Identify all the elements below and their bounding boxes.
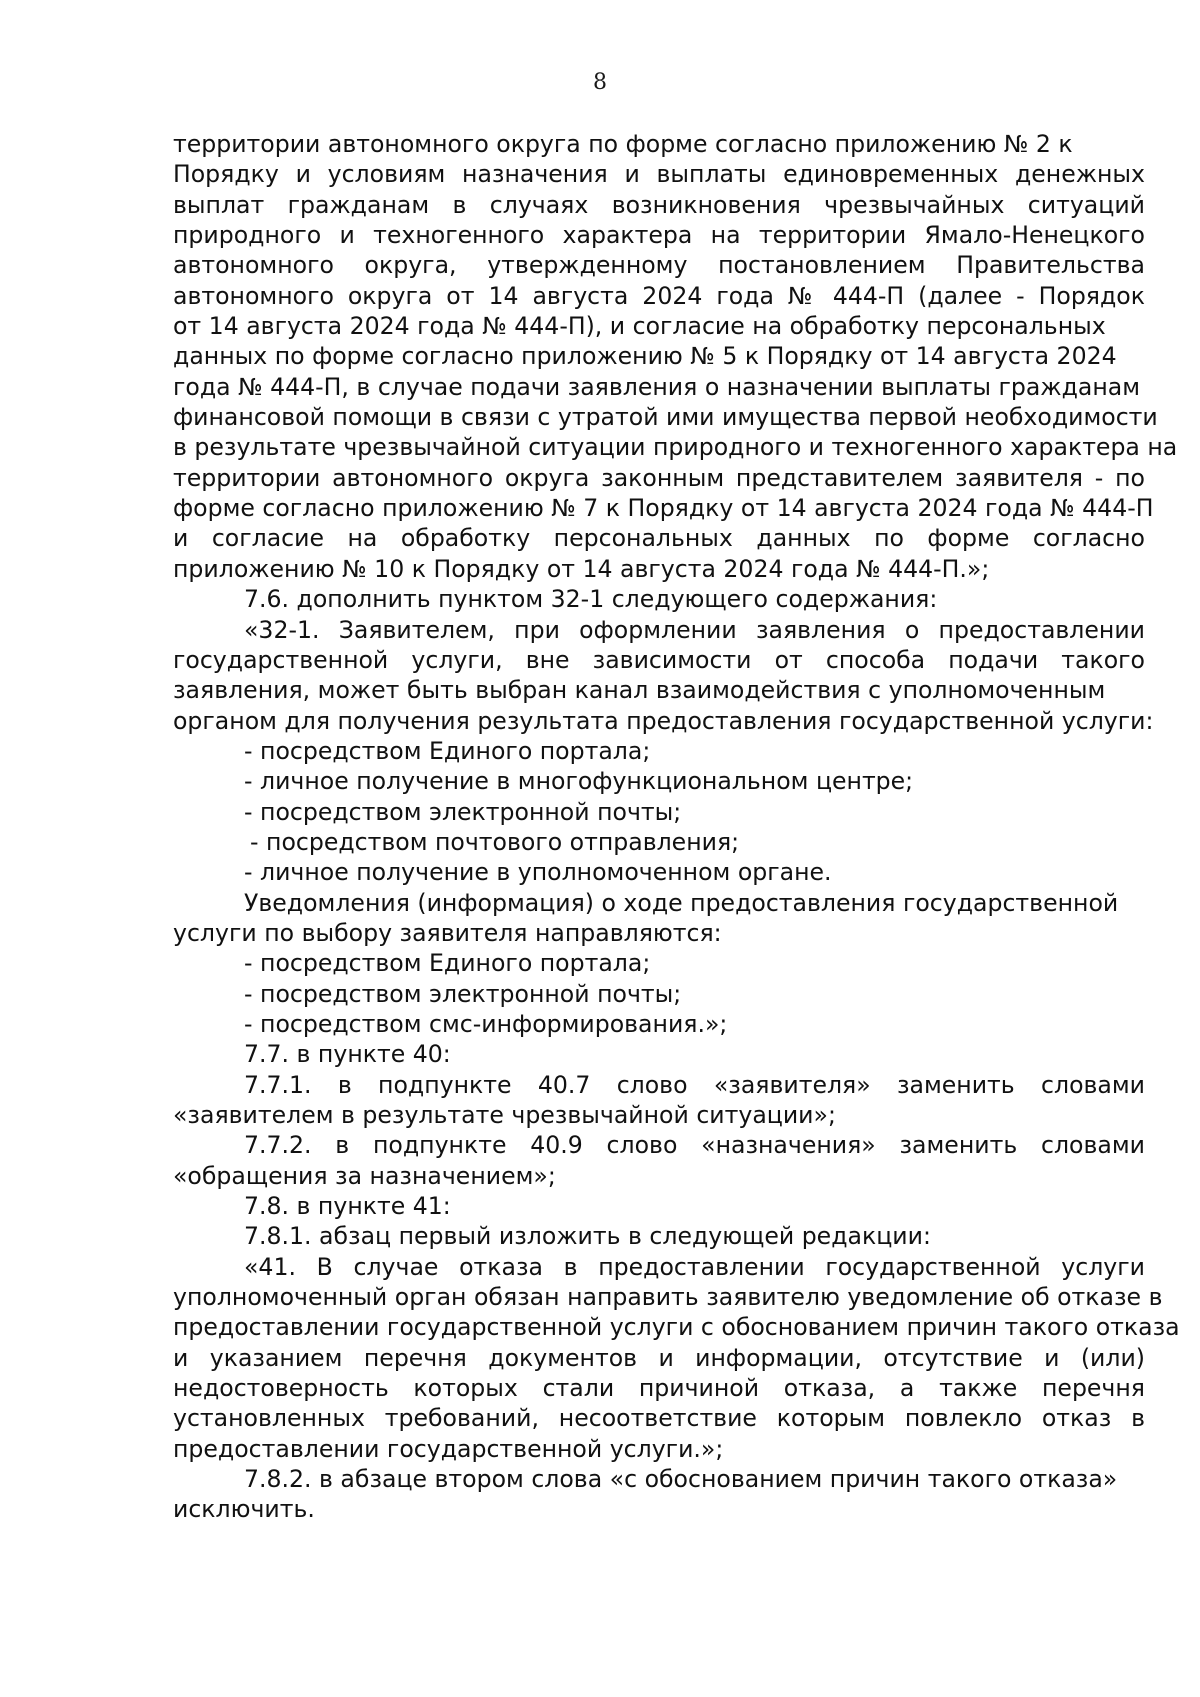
text-line: - посредством Единого портала; <box>244 736 651 765</box>
text-line: - посредством электронной почты; <box>244 979 682 1008</box>
text-line: от 14 августа 2024 года № 444-П), и согласие на обработку персональных <box>173 312 1106 341</box>
text-line: финансовой помощи в связи с утратой ими имущества первой необходимости <box>173 403 1158 432</box>
text-line: услуги по выбору заявителя направляются: <box>173 918 722 947</box>
text-line: государственной услуги, вне зависимости от способа подачи такого <box>173 645 1145 674</box>
text-line: «32-1. Заявителем, при оформлении заявления о предоставлении <box>244 615 1145 644</box>
text-line: предоставлении государственной услуги.»; <box>173 1434 724 1463</box>
text-line: 7.7. в пункте 40: <box>244 1040 451 1069</box>
text-line: 7.8.1. абзац первый изложить в следующей редакции: <box>244 1222 931 1251</box>
page-number: 8 <box>593 70 607 95</box>
text-line: уполномоченный орган обязан направить заявителю уведомление об отказе в <box>173 1283 1163 1312</box>
text-line: природного и техногенного характера на территории Ямало-Ненецкого <box>173 221 1145 250</box>
text-line: автономного округа, утвержденному постановлением Правительства <box>173 251 1145 280</box>
text-line: и согласие на обработку персональных данных по форме согласно <box>173 524 1145 553</box>
text-line: «заявителем в результате чрезвычайной ситуации»; <box>173 1101 836 1129</box>
text-line: года № 444-П, в случае подачи заявления о назначении выплаты гражданам <box>173 372 1141 401</box>
text-line: 7.8.2. в абзаце втором слова «с обоснованием причин такого отказа» <box>244 1465 1118 1494</box>
text-line: территории автономного округа законным представителем заявителя - по <box>173 463 1145 492</box>
text-line: Порядку и условиям назначения и выплаты единовременных денежных <box>173 160 1145 189</box>
text-line: Уведомления (информация) о ходе предоставления государственной <box>244 888 1119 917</box>
text-line: - посредством почтового отправления; <box>250 827 740 856</box>
text-line: «41. В случае отказа в предоставлении государственной услуги <box>244 1252 1145 1281</box>
text-line: «обращения за назначением»; <box>173 1161 556 1190</box>
text-line: - личное получение в уполномоченном органе. <box>244 858 832 887</box>
text-line: 7.7.1. в подпункте 40.7 слово «заявителя» заменить словами <box>244 1070 1145 1099</box>
text-line: - посредством Единого портала; <box>244 949 651 978</box>
text-line: выплат гражданам в случаях возникновения чрезвычайных ситуаций <box>173 190 1145 219</box>
text-line: заявления, может быть выбран канал взаимодействия с уполномоченным <box>173 676 1106 705</box>
text-line: - посредством электронной почты; <box>244 797 682 826</box>
text-line: 7.6. дополнить пунктом 32-1 следующего содержания: <box>244 585 938 614</box>
text-line: приложению № 10 к Порядку от 14 августа 2024 года № 444-П.»; <box>173 554 990 583</box>
text-line: форме согласно приложению № 7 к Порядку от 14 августа 2024 года № 444-П <box>173 494 1154 523</box>
document-body <box>173 129 1180 1525</box>
text-line: автономного округа от 14 августа 2024 года № 444-П (далее - Порядок <box>173 281 1145 310</box>
text-line: и указанием перечня документов и информации, отсутствие и (или) <box>173 1343 1145 1372</box>
text-line: предоставлении государственной услуги с обоснованием причин такого отказа <box>173 1313 1180 1342</box>
text-line: - посредством смс-информирования.»; <box>244 1009 728 1038</box>
text-line: 7.8. в пункте 41: <box>244 1192 451 1221</box>
text-line: органом для получения результата предоставления государственной услуги: <box>173 706 1154 735</box>
text-line: данных по форме согласно приложению № 5 к Порядку от 14 августа 2024 <box>173 342 1117 371</box>
text-line: - личное получение в многофункциональном центре; <box>244 767 914 796</box>
text-line: исключить. <box>173 1495 315 1524</box>
text-line: территории автономного округа по форме согласно приложению № 2 к <box>173 130 1073 158</box>
text-line: недостоверность которых стали причиной отказа, а также перечня <box>173 1374 1145 1403</box>
text-line: 7.7.2. в подпункте 40.9 слово «назначения» заменить словами <box>244 1131 1145 1160</box>
text-line: в результате чрезвычайной ситуации природного и техногенного характера на <box>173 433 1178 462</box>
text-line: установленных требований, несоответствие которым повлекло отказ в <box>173 1404 1145 1433</box>
